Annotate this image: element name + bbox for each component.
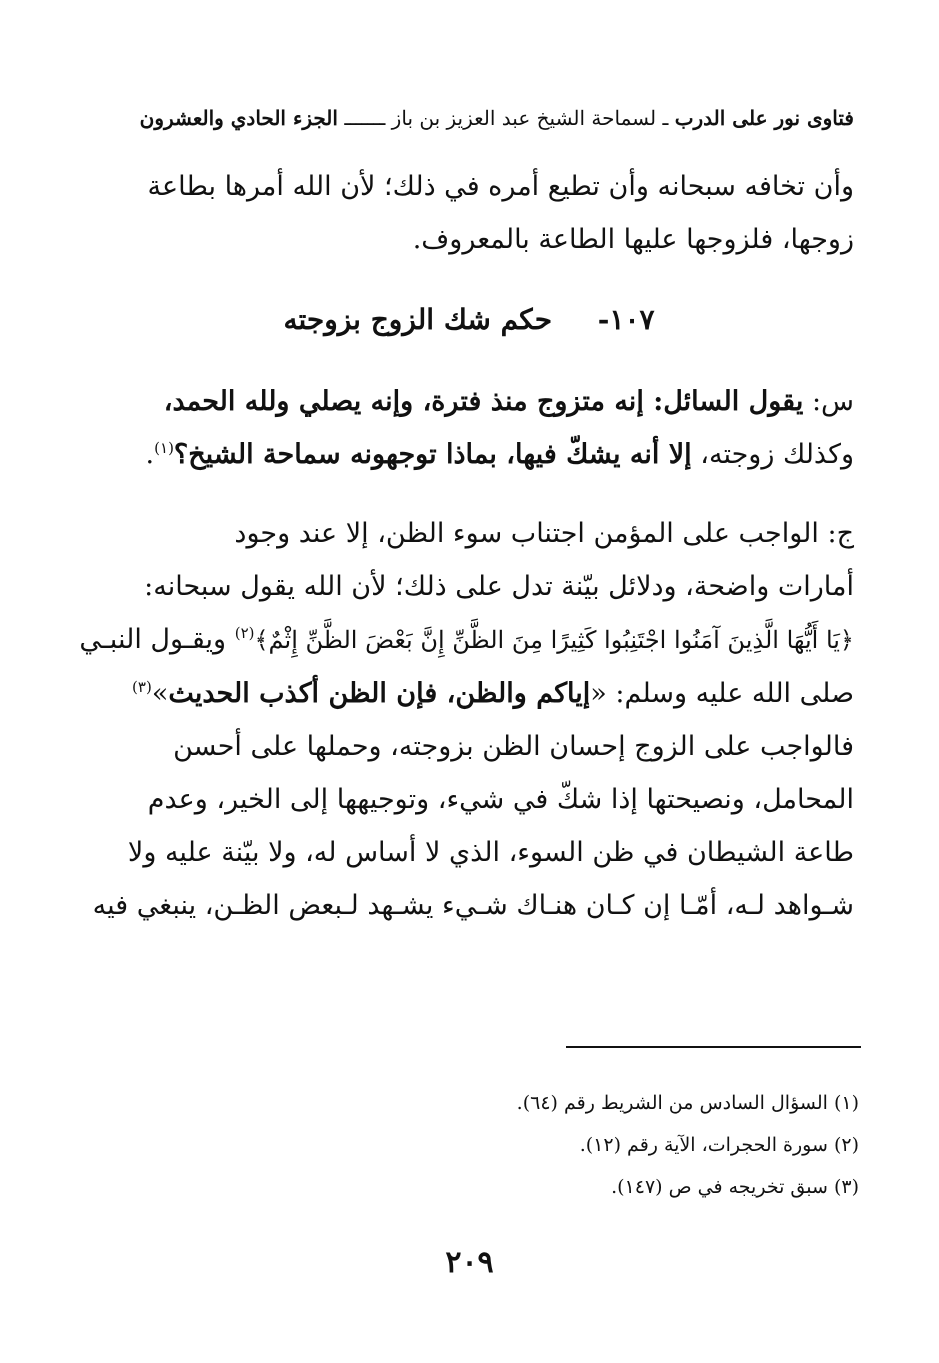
- hadith-text: إياكم والظن، فإن الظن أكذب الحديث: [168, 678, 591, 709]
- answer-line-4: [84, 667, 854, 720]
- answer-line-6: المحامل، ونصيحتها إذا شكّ في شيء، وتوجيهها إلى الخير، وعدم: [147, 784, 854, 815]
- intro-line-2: زوجها، فلزوجها عليها الطاعة بالمعروف.: [412, 224, 854, 255]
- footnote-2: (٢) سورة الحجرات، الآية رقم (١٢).: [579, 1134, 859, 1156]
- answer-line-8: شـواهد لـه، أمّـا إن كـان هنـاك شـيء يشـهد لـبعض الظـن، ينبغي فيه: [92, 890, 854, 921]
- footnote-ref-1: (١): [154, 439, 174, 457]
- quran-verse: ﴿يَا أَيُّهَا الَّذِينَ آمَنُوا اجْتَنِبُوا كَثِيرًا مِنَ الظَّنِّ إِنَّ بَعْضَ الظَّنِّ إِثْمٌ﴾: [254, 626, 854, 654]
- section-title-text: حكم شك الزوج بزوجته: [283, 303, 553, 336]
- intro-paragraph: [84, 160, 854, 266]
- question-text-2b: إلا أنه يشكّ فيها، بماذا توجهونه سماحة الشيخ؟: [173, 439, 692, 470]
- section-title: [84, 303, 854, 336]
- answer-line-7: طاعة الشيطان في ظن السوء، الذي لا أساس له، ولا بيّنة عليه ولا: [127, 837, 854, 868]
- book-title: فتاوى نور على الدرب: [674, 106, 854, 130]
- answer-line-3: [79, 613, 854, 667]
- answer-line-4-end: »: [151, 678, 169, 709]
- answer-line-2: أمارات واضحة، ودلائل بيّنة تدل على ذلك؛ لأن الله يقول سبحانه:: [144, 571, 854, 602]
- answer-paragraph: [79, 507, 854, 932]
- question-text-2a: وكذلك زوجته،: [700, 439, 854, 470]
- question-end: .: [145, 439, 155, 470]
- footnote-ref-3: (٣): [132, 678, 152, 696]
- footnote-3: (٣) سبق تخريجه في ص (١٤٧).: [611, 1176, 859, 1198]
- author-text: ـ لسماحة الشيخ عبد العزيز بن باز ـــــــ: [344, 106, 669, 130]
- footnote-1: (١) السؤال السادس من الشريط رقم (٦٤).: [516, 1092, 859, 1114]
- answer-line-4-start: صلى الله عليه وسلم: «: [590, 678, 854, 709]
- answer-line-3-tail: ويقـول النبـي: [79, 624, 227, 655]
- footnotes: [79, 1082, 859, 1208]
- answer-line-5: فالواجب على الزوج إحسان الظن بزوجته، وحملها على أحسن: [173, 731, 854, 762]
- part-label: الجزء الحادي والعشرون: [139, 106, 338, 130]
- question-line-1: [84, 375, 854, 428]
- footnote-ref-2: (٢): [234, 624, 255, 642]
- intro-line-1: وأن تخافه سبحانه وأن تطيع أمره في ذلك؛ لأن الله أمرها بطاعة: [147, 171, 854, 202]
- question-paragraph: [84, 375, 854, 481]
- question-text-1: يقول السائل: إنه متزوج منذ فترة، وإنه يصلي ولله الحمد،: [163, 386, 804, 417]
- footnote-divider: [566, 1046, 861, 1048]
- section-number: ١٠٧-: [597, 303, 655, 336]
- answer-line-1: ج: الواجب على المؤمن اجتناب سوء الظن، إلا عند وجود: [234, 518, 854, 549]
- question-prefix: س:: [811, 386, 854, 417]
- question-line-2: [84, 428, 854, 481]
- running-header: [84, 100, 854, 136]
- page-number: ٢٠٩: [445, 1245, 494, 1280]
